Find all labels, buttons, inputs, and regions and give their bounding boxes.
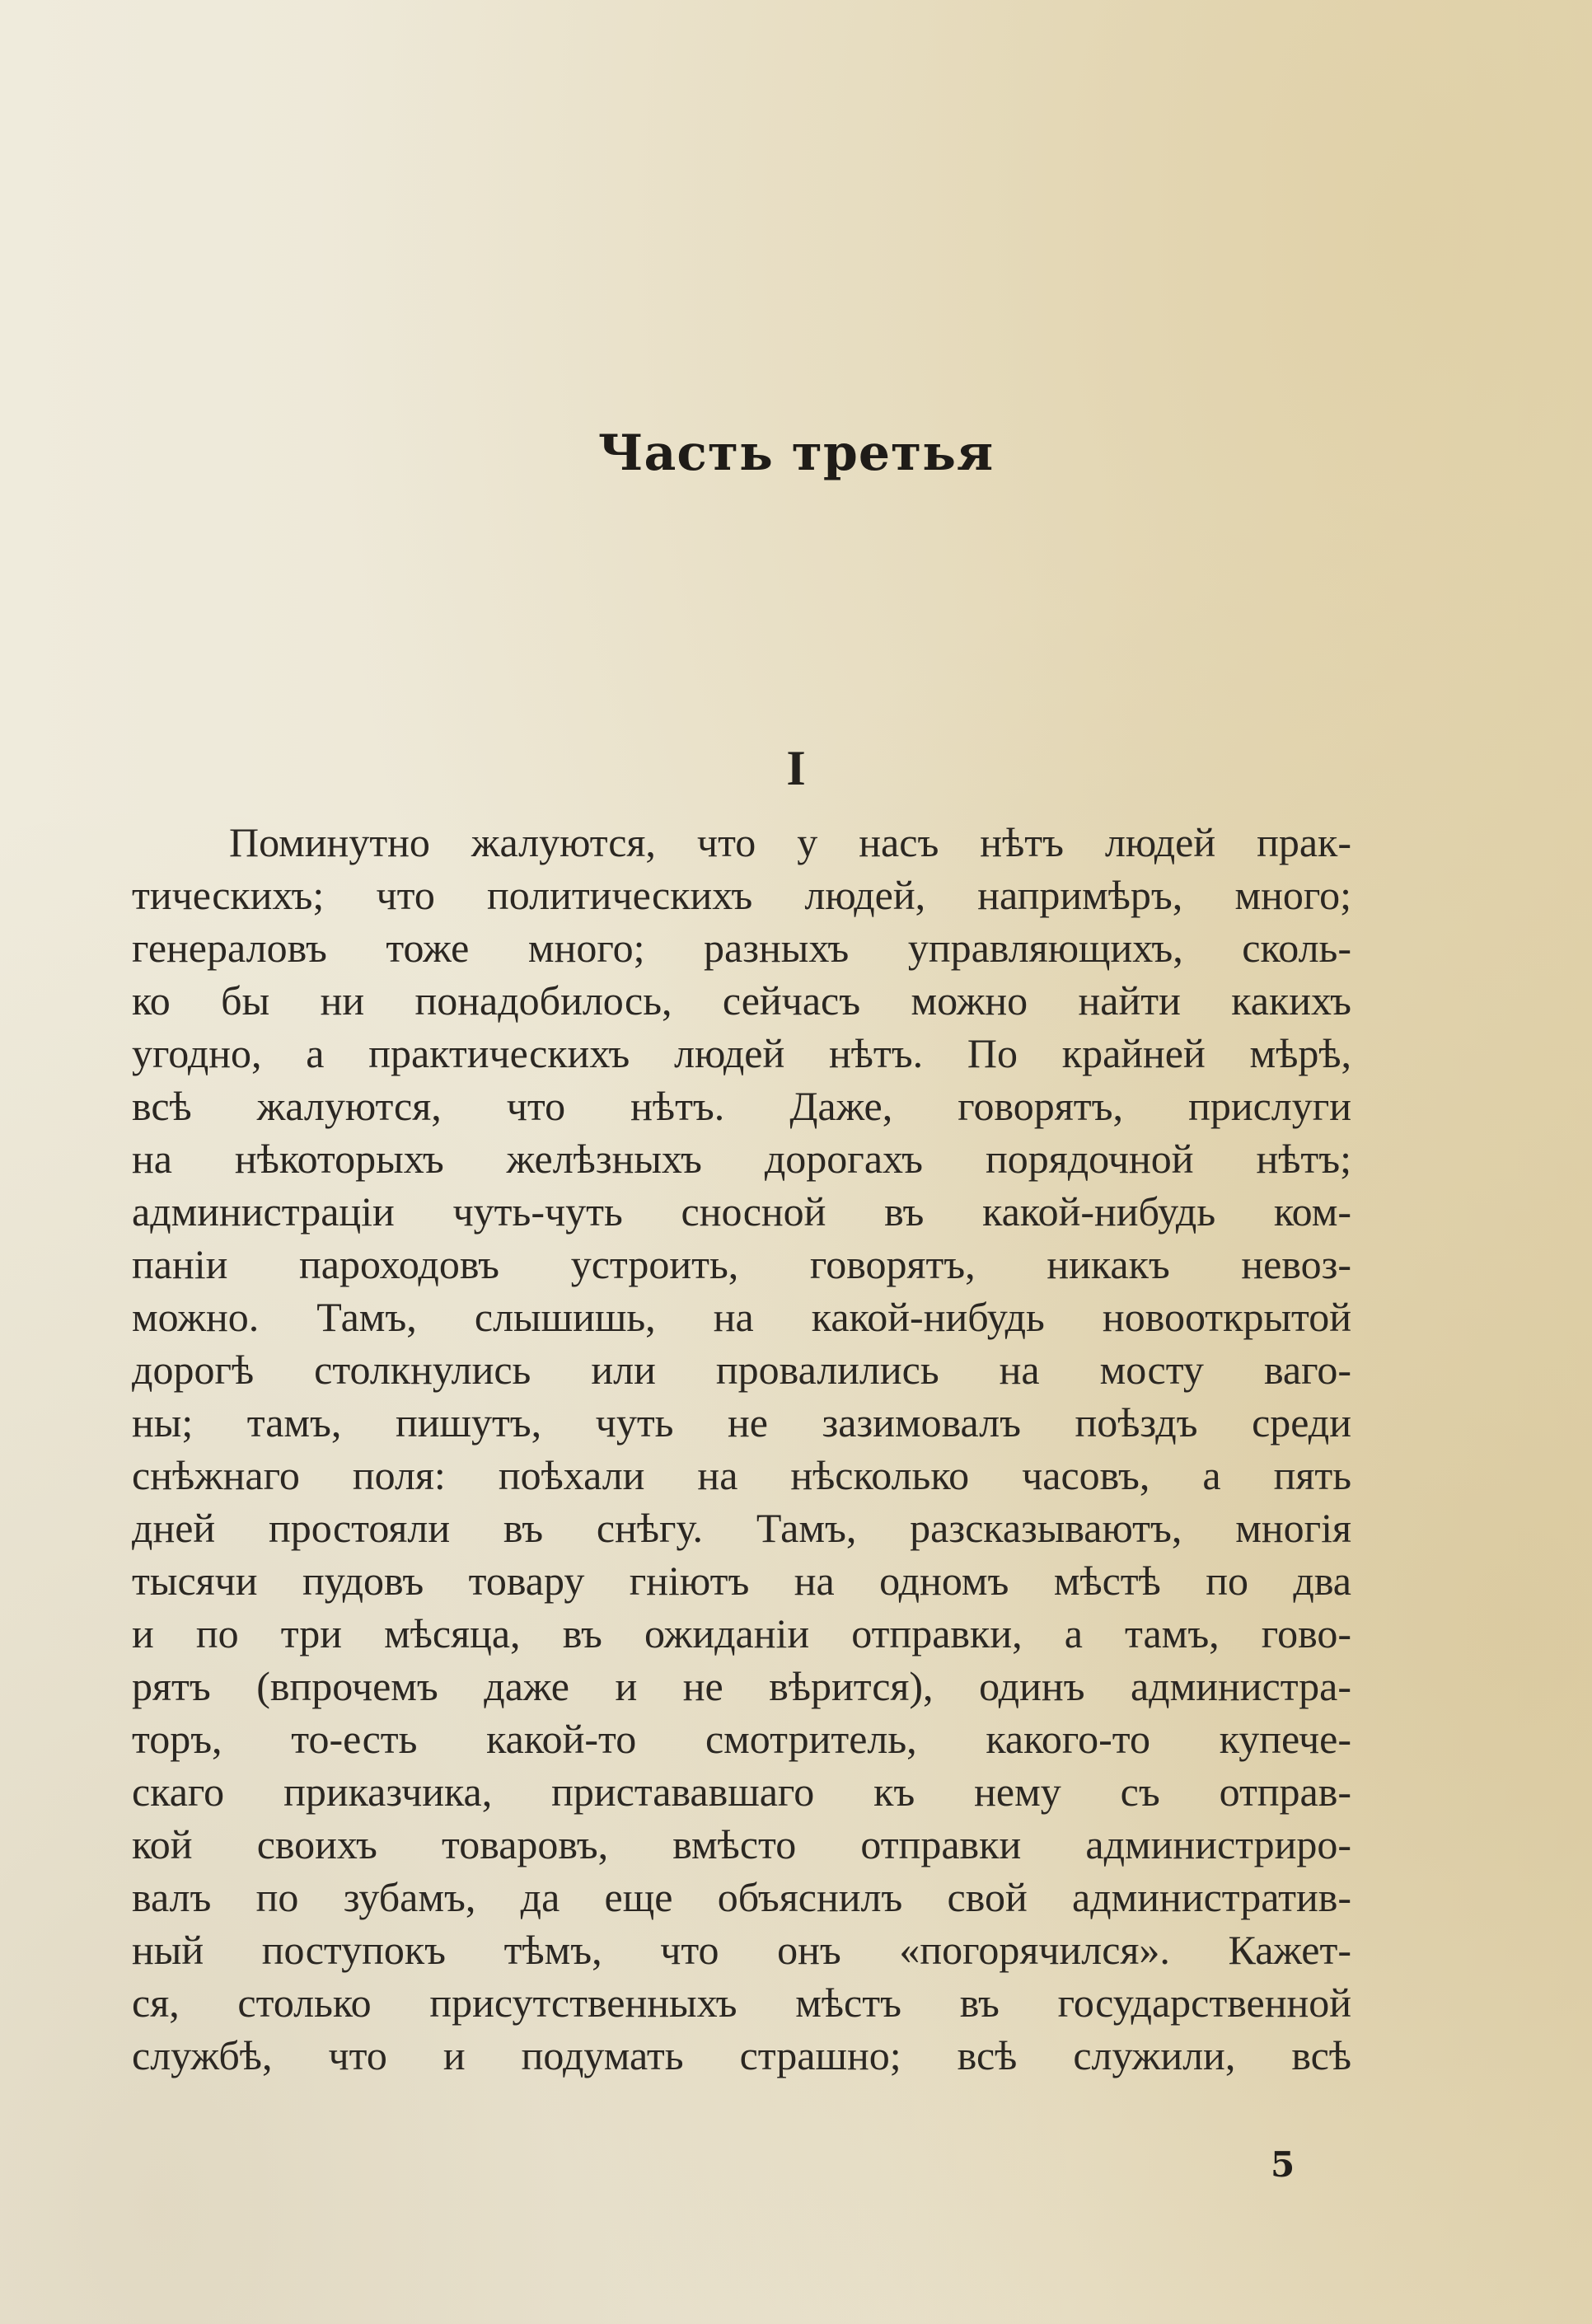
text-line: тическихъ; что политическихъ людей, напримѣръ, много; xyxy=(132,872,1351,918)
chapter-number: I xyxy=(786,741,806,795)
text-line: кой своихъ товаровъ, вмѣсто отправки администриро- xyxy=(132,1821,1351,1867)
text-line: торъ, то-есть какой-то смотритель, какого-то купече- xyxy=(132,1716,1351,1762)
text-line: на нѣкоторыхъ желѣзныхъ дорогахъ порядочной нѣтъ; xyxy=(132,1136,1351,1182)
text-line: скаго приказчика, пристававшаго къ нему съ отправ- xyxy=(132,1769,1351,1815)
page-number: 5 xyxy=(1271,2144,1295,2185)
text-line: валъ по зубамъ, да еще объяснилъ свой административ- xyxy=(132,1874,1351,1920)
text-line: рятъ (впрочемъ даже и не вѣрится), одинъ администра- xyxy=(132,1663,1351,1709)
text-line: ко бы ни понадобилось, сейчасъ можно найти какихъ xyxy=(132,977,1351,1024)
text-line: дорогѣ столкнулись или провалились на мосту ваго- xyxy=(132,1347,1351,1393)
text-line: всѣ жалуются, что нѣтъ. Даже, говорятъ, прислуги xyxy=(132,1083,1351,1129)
text-line: генераловъ тоже много; разныхъ управляющихъ, сколь- xyxy=(132,925,1351,971)
text-line: можно. Тамъ, слышишь, на какой-нибудь новооткрытой xyxy=(132,1294,1351,1340)
text-line: угодно, а практическихъ людей нѣтъ. По крайней мѣрѣ, xyxy=(132,1030,1351,1076)
text-line: Поминутно жалуются, что у насъ нѣтъ людей прак- xyxy=(229,819,1351,865)
part-title: Часть третья xyxy=(597,424,995,482)
text-line: ны; тамъ, пишутъ, чуть не зазимовалъ поѣздъ среди xyxy=(132,1399,1351,1445)
text-line: и по три мѣсяца, въ ожиданіи отправки, а тамъ, гово- xyxy=(132,1610,1351,1656)
text-line: дней простояли въ снѣгу. Тамъ, разсказываютъ, многія xyxy=(132,1505,1351,1551)
text-line: администраціи чуть-чуть сносной въ какой-нибудь ком- xyxy=(132,1188,1351,1235)
text-line: ный поступокъ тѣмъ, что онъ «погорячился». Кажет- xyxy=(132,1927,1351,1973)
text-line: ся, столько присутственныхъ мѣстъ въ государственной xyxy=(132,1980,1351,2026)
text-line: паніи пароходовъ устроить, говорятъ, никакъ невоз- xyxy=(132,1241,1351,1287)
text-line: снѣжнаго поля: поѣхали на нѣсколько часовъ, а пять xyxy=(132,1452,1351,1498)
body-text xyxy=(132,816,1351,2082)
text-line: службѣ, что и подумать страшно; всѣ служили, всѣ xyxy=(132,2032,1351,2078)
text-line: тысячи пудовъ товару гніютъ на одномъ мѣстѣ по два xyxy=(132,1558,1351,1604)
